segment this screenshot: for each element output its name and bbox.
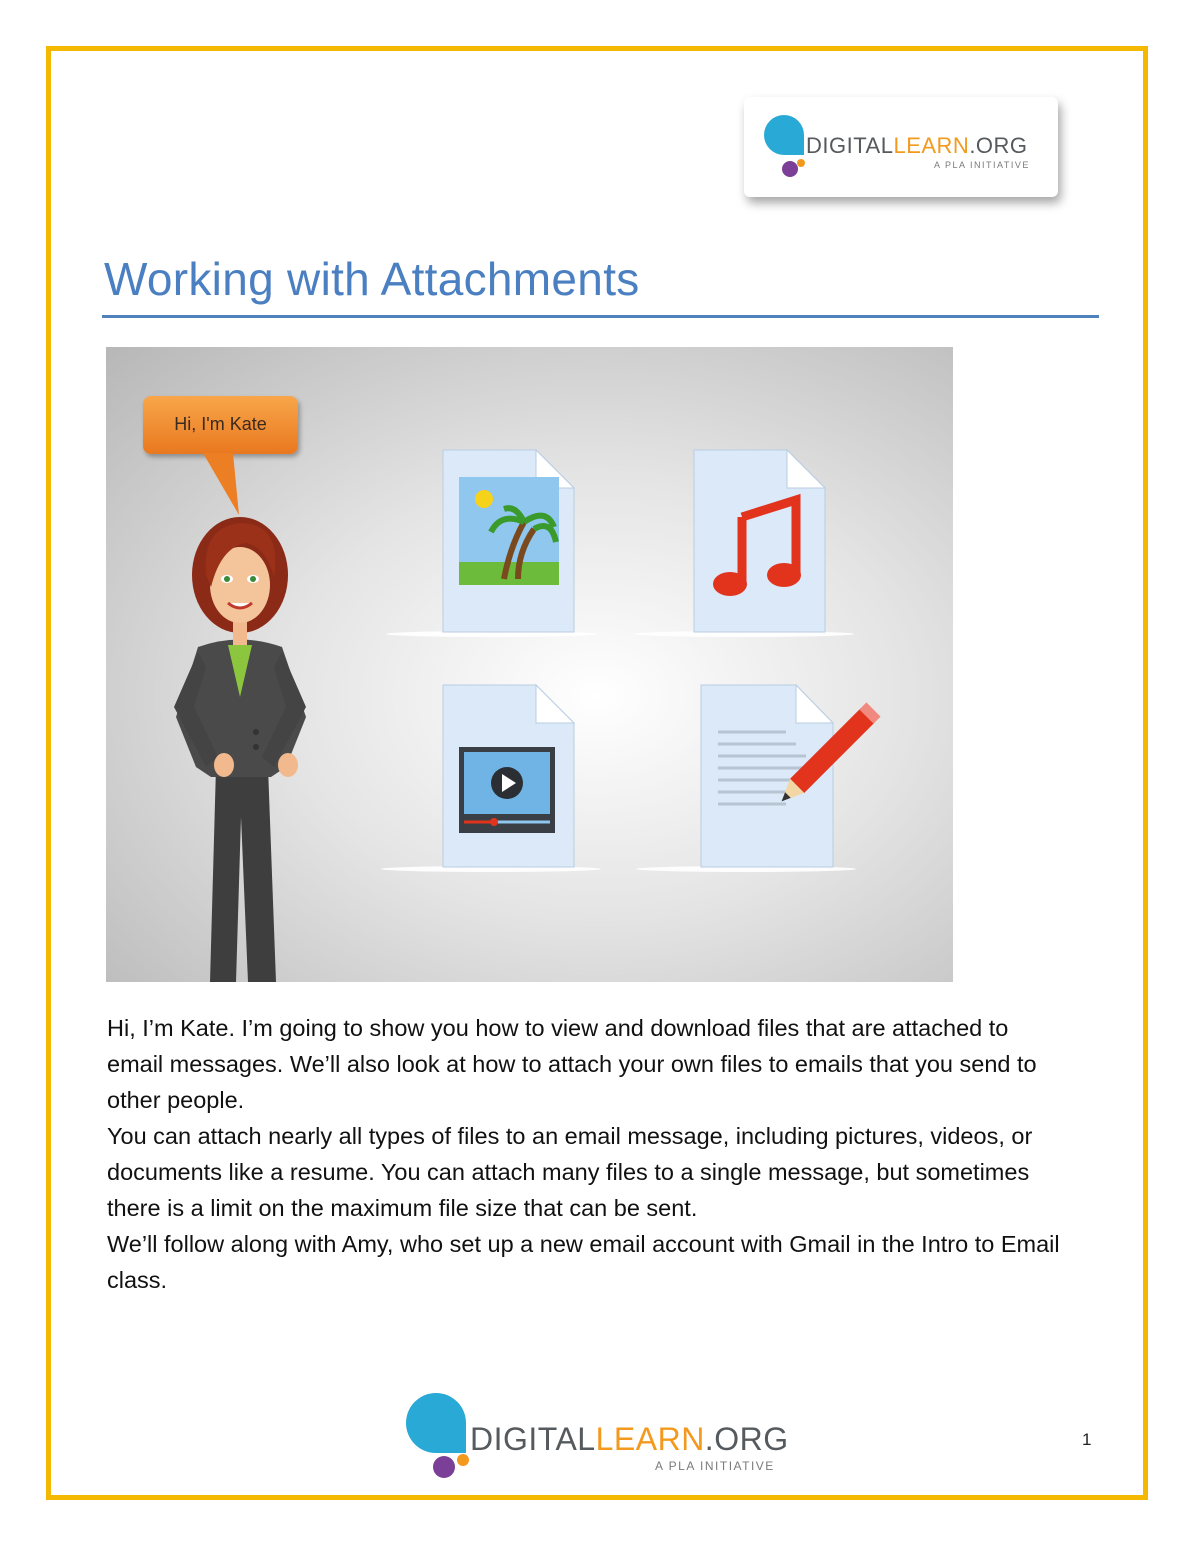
speech-bubble-text: Hi, I'm Kate [174,414,267,434]
body-text [107,1010,1067,1298]
kate-character [174,517,306,982]
video-file-icon [443,685,574,867]
page-title: Working with Attachments [104,253,640,305]
music-file-icon [694,450,825,632]
footer-logo-mark-icon [400,1385,480,1485]
footer-logo-word-suffix: .ORG [704,1421,789,1457]
footer-logo-tagline: A PLA INITIATIVE [655,1459,775,1473]
illustration [106,347,953,982]
footer-logo-word-dark: DIGITAL [470,1421,596,1457]
paragraph-follow-amy: We’ll follow along with Amy, who set up a new email account with Gmail in the Intro to Email class. [107,1231,1060,1293]
title-rule [102,315,1099,318]
header-logo [744,97,1058,197]
document-file-icon [701,685,881,867]
image-file-icon [443,450,574,632]
footer-logo [400,1385,810,1485]
footer-logo-word-orange: LEARN [595,1421,705,1457]
illustration-art [106,347,953,982]
page-number: 1 [1082,1430,1092,1449]
logo-tagline: A PLA INITIATIVE [934,160,1030,170]
paragraph-attach-types: You can attach nearly all types of files to an email message, including pictures, videos, or documents like a resume. You can attach many files to a single message, but sometimes there is a limit on the maximum file size that can be sent. [107,1123,1033,1221]
logo-word-suffix: .ORG [969,133,1028,158]
paragraph-intro: Hi, I’m Kate. I’m going to show you how to view and download files that are attached to email messages. We’ll also look at how to attach your own files to emails that you send to other people. [107,1015,1037,1113]
logo-word-orange: LEARN [893,133,970,158]
logo-word-dark: DIGITAL [806,133,894,158]
